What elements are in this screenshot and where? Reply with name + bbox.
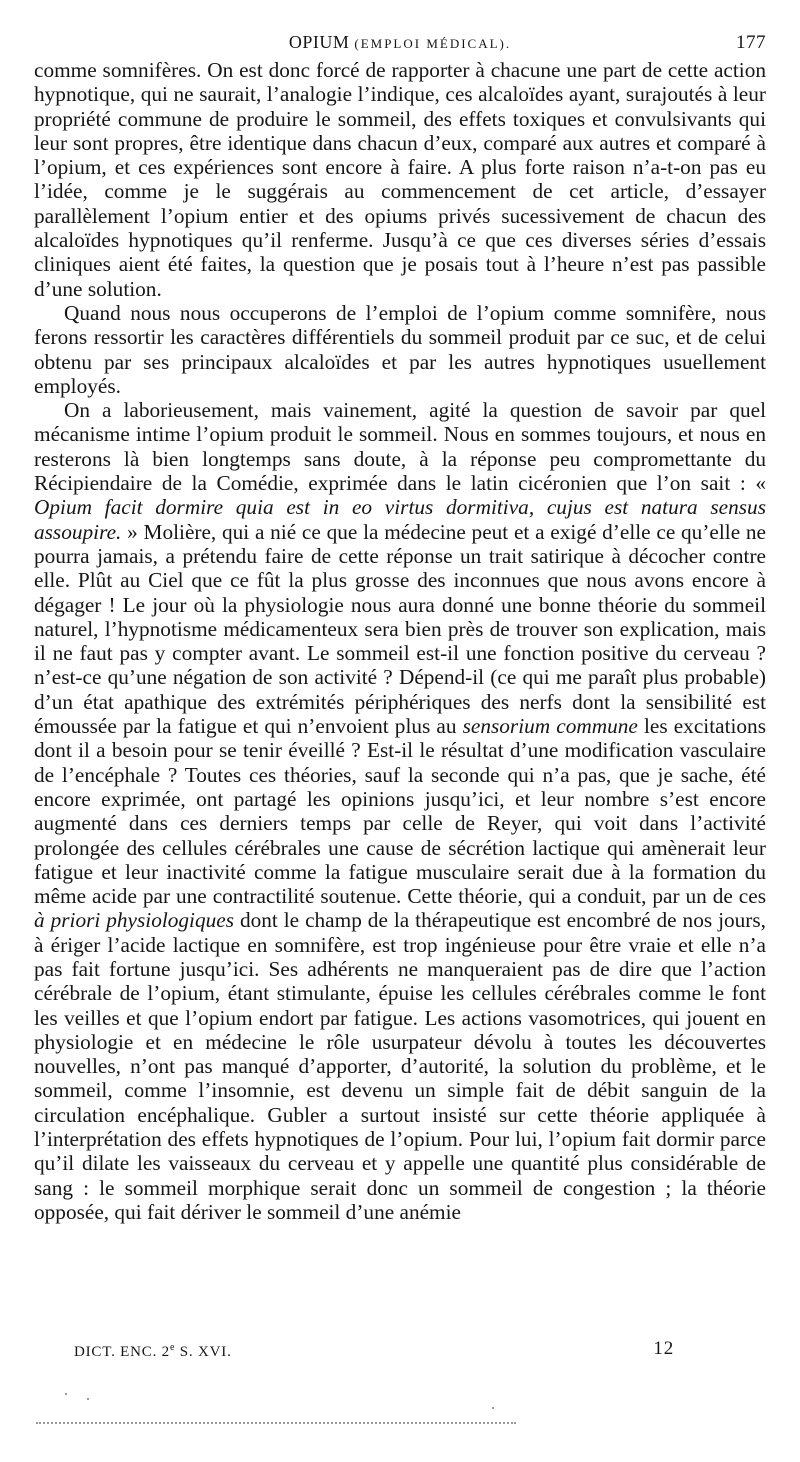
ink-speck xyxy=(87,1398,89,1400)
signature-suffix: S. XVI. xyxy=(175,1344,232,1360)
text-segment: On a laborieusement, mais vainement, agité la question de savoir par quel mécanisme intime l’opium produit le sommeil. Nous en sommes toujours, et nous en resterons là bien longtemps sans doute, à la réponse peu compromettante du Récipiendaire de la Comédie, exprimée dans le latin cicéronien que l’on sait : « xyxy=(34,398,766,496)
text-segment: les excitations dont il a besoin pour se tenir éveillé ? Est-il le résultat d’une modification vasculaire de l’encéphale ? Toutes ces théories, sauf la seconde qui n’a pas, que je sache, été encore exprimée, ont partagé les opinions jusqu’ici, et leur nombre s’est encore augmenté dans ces derniers temps par celle de Reyer, qui voit dans l’activité prolongée des cellules cérébrales une cause de sécrétion lactique qui amènerait leur fatigue et leur inactivité comme la fatigue musculaire serait due à la formation du même acide par une contractilité soutenue. Cette théorie, qui a conduit, par un de ces xyxy=(34,714,766,909)
paragraph xyxy=(34,301,766,398)
ink-speck xyxy=(492,1407,494,1409)
italic-text: Opium facit dormire quia est in eo virtus dormitiva, cujus est natura sensus assoupire. xyxy=(34,495,766,544)
signature-superscript: e xyxy=(169,1342,176,1353)
page xyxy=(34,28,766,1224)
running-title xyxy=(34,32,766,53)
bleed-through-dots xyxy=(36,1422,516,1426)
text-segment: comme somnifères. On est donc forcé de rapporter à chacune une part de cette action hypnotique, qui ne saurait, l’analogie l’indique, ces alcaloïdes ayant, surajoutés à leur propriété commune de produire le sommeil, des effets toxiques et convulsivants qui leur sont propres, être identique dans chacun d’eux, comparé aux autres et comparé à l’opium, et ces expériences sont encore à faire. A plus forte raison n’a-t-on pas eu l’idée, comme je le suggérais au commencement de cet article, d’essayer parallèlement l’opium entier et des opiums privés sucessivement de chacun des alcaloïdes hypnotiques qu’il renferme. Jusqu’à ce que ces diverses séries d’essais cliniques aient été faites, la question que je posais tout à l’heure n’est pas passible d’une solution. xyxy=(34,58,766,301)
italic-text: à priori physiologiques xyxy=(34,908,235,933)
signature-prefix: DICT. ENC. 2 xyxy=(74,1344,170,1360)
running-head xyxy=(34,28,766,58)
printer-signature xyxy=(74,1342,232,1361)
paragraph xyxy=(34,58,766,301)
body-text xyxy=(34,58,766,1224)
page-number: 177 xyxy=(736,32,766,53)
ink-speck xyxy=(65,1393,67,1395)
paragraph xyxy=(34,398,766,1224)
running-title-subtitle: (EMPLOI MÉDICAL). xyxy=(354,36,512,51)
text-segment: dont le champ de la thérapeutique est encombré de nos jours, à ériger l’acide lactique en somnifère, est trop ingénieuse pour être vraie et elle n’a pas fait fortune jusqu’ici. Ses adhérents ne manqueraient pas de dire que l’action cérébrale de l’opium, étant stimulante, épuise les cellules cérébrales comme le font les veilles et que l’opium endort par fatigue. Les actions vasomotrices, qui jouent en physiologie et en médecine le rôle usurpateur dévolu à toutes les découvertes nouvelles, n’ont pas manqué d’apporter, d’autorité, la solution du problème, et le sommeil, comme l’insomnie, est devenu un simple fait de débit sanguin de la circulation encéphalique. Gubler a surtout insisté sur cette théorie appliquée à l’interprétation des effets hypnotiques de l’opium. Pour lui, l’opium fait dormir parce qu’il dilate les vaisseaux du cerveau et y appelle une quantité plus considérable de sang : le sommeil morphique serait donc un sommeil de congestion ; la théorie opposée, qui fait dériver le sommeil d’une anémie xyxy=(34,908,766,1224)
running-title-main: OPIUM xyxy=(288,32,350,52)
footer xyxy=(74,1338,714,1362)
sheet-number: 12 xyxy=(653,1338,674,1359)
text-segment: » Molière, qui a nié ce que la médecine peut et a exigé d’elle ce qu’elle ne pourra jamais, a prétendu faire de cette réponse un trait satirique à décocher contre elle. Plût au Ciel que ce fût la plus grosse des inconnues que nous avons encore à dégager ! Le jour où la physiologie nous aura donné une bonne théorie du sommeil naturel, l’hypnotisme médicamenteux sera bien près de trouver son explication, mais il ne faut pas y compter avant. Le sommeil est-il une fonction positive du cerveau ? n’est-ce qu’une négation de son activité ? Dépend-il (ce qui me paraît plus probable) d’un état apathique des extrémités périphériques des nerfs dont la sensibilité est émoussée par la fatigue et qui n’envoient plus au xyxy=(34,519,766,739)
text-segment: Quand nous nous occuperons de l’emploi de l’opium comme somnifère, nous ferons ressortir les caractères différentiels du sommeil produit par ce suc, et de celui obtenu par ses principaux alcaloïdes et par les autres hypnotiques usuellement employés. xyxy=(34,300,766,398)
italic-text: sensorium commune xyxy=(462,714,638,739)
